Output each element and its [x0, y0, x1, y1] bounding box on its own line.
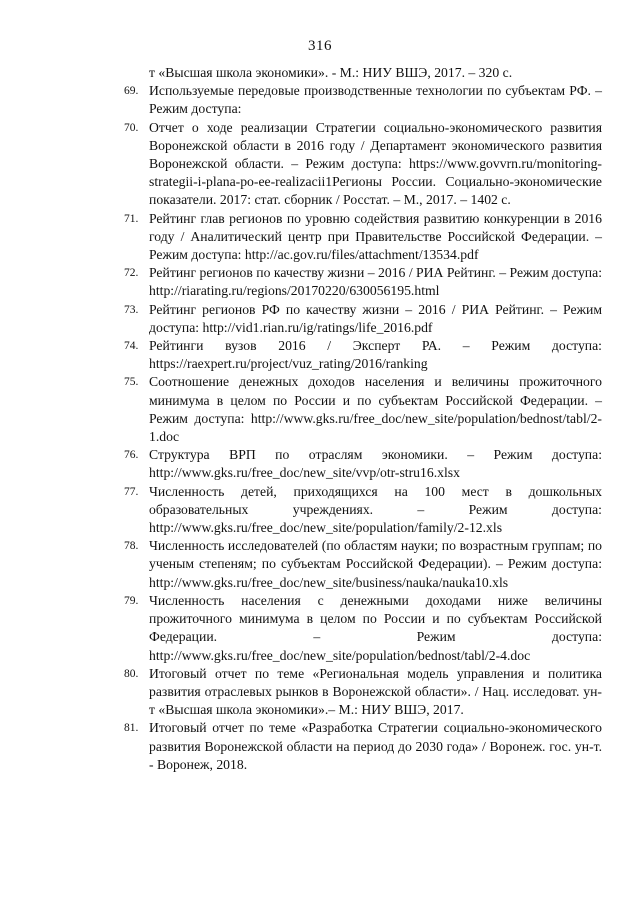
reference-number: 72. [124, 267, 139, 280]
reference-number: 79. [124, 594, 139, 607]
reference-item [124, 483, 602, 538]
reference-item [124, 719, 602, 774]
reference-text: Рейтинг глав регионов по уровню содействия развитию конкуренции в 2016 году / Аналитический центр при Правительстве Российской Федерации. – Режим доступа: http://ac.gov.ru/files/attachment/13534.pdf [149, 210, 602, 263]
reference-list [124, 64, 602, 774]
reference-number: 77. [124, 485, 139, 498]
reference-item [124, 592, 602, 665]
reference-item [124, 337, 602, 373]
reference-text: Отчет о ходе реализации Стратегии социально-экономического развития Воронежской области в 2016 году / Департамент экономического развития Воронежской области. – Режим доступа: https://www.govvrn.ru/monitoring-strategii-i-plana-po-ee-realizacii1Регионы России. Социально-экономические показатели. 2017: стат. сборник / Росстат. – М., 2017. – 1402 с. [149, 119, 602, 208]
reference-text: Численность населения с денежными доходами ниже величины прожиточного минимума в целом по России и по субъектам Российской Федерации. – Режим доступа: http://www.gks.ru/free_doc/new_site/population/bednost/tabl/2-4.doc [149, 592, 602, 663]
reference-item [124, 373, 602, 446]
reference-item [124, 264, 602, 300]
reference-number: 69. [124, 85, 139, 98]
reference-number: 78. [124, 540, 139, 553]
reference-item [124, 537, 602, 592]
reference-item [124, 82, 602, 118]
reference-number: 76. [124, 449, 139, 462]
reference-number: 71. [124, 212, 139, 225]
reference-number: 75. [124, 376, 139, 389]
reference-text: Рейтинг регионов РФ по качеству жизни – 2016 / РИА Рейтинг. – Режим доступа: http://vid1.rian.ru/ig/ratings/life_2016.pdf [149, 301, 602, 335]
reference-text: Структура ВРП по отраслям экономики. – Режим доступа: http://www.gks.ru/free_doc/new_site/vvp/otr-stru16.xlsx [149, 447, 602, 481]
reference-number: 70. [124, 121, 139, 134]
reference-text: Рейтинги вузов 2016 / Эксперт РА. – Режим доступа: https://raexpert.ru/project/vuz_rating/2016/ranking [149, 338, 602, 372]
reference-item [124, 446, 602, 482]
reference-text: Итоговый отчет по теме «Разработка Стратегии социально-экономического развития Воронежской области на период до 2030 года» / Воронеж. гос. ун-т. - Воронеж, 2018. [149, 720, 602, 772]
reference-continuation: т «Высшая школа экономики». - М.: НИУ ВШЭ, 2017. – 320 с. [149, 65, 513, 80]
reference-item [124, 119, 602, 210]
reference-text: Используемые передовые производственные технологии по субъектам РФ. – Режим доступа: [149, 83, 602, 117]
reference-text: Численность детей, приходящихся на 100 мест в дошкольных образовательных учреждениях. – Режим доступа: http://www.gks.ru/free_doc/new_site/population/family/2-12.xls [149, 483, 602, 536]
reference-text: Рейтинг регионов по качеству жизни – 2016 / РИА Рейтинг. – Режим доступа: http://riarating.ru/regions/20170220/630056195.html [149, 265, 602, 299]
reference-number: 74. [124, 340, 139, 353]
reference-number: 80. [124, 667, 139, 680]
reference-text: Итоговый отчет по теме «Региональная модель управления и политика развития отраслевых рынков в Воронежской области». / Нац. исследоват. ун-т «Высшая школа экономики».– М.: НИУ ВШЭ, 2017. [149, 665, 602, 718]
reference-text: Соотношение денежных доходов населения и величины прожиточного минимума в целом по России и по субъектам Российской Федерации. – Режим доступа: http://www.gks.ru/free_doc/new_site/population/bednost/tabl/2-1.doc [149, 374, 602, 445]
reference-text: Численность исследователей (по областям науки; по возрастным группам; по ученым степеням; по субъектам Российской Федерации). – Режим доступа: http://www.gks.ru/free_doc/new_site/business/nauka/nauka10.xls [149, 538, 602, 590]
reference-items [124, 82, 602, 774]
reference-item [124, 665, 602, 720]
reference-item [124, 301, 602, 337]
page-number: 316 [308, 38, 332, 54]
reference-item [124, 210, 602, 265]
reference-number: 73. [124, 303, 139, 316]
reference-number: 81. [124, 722, 139, 735]
